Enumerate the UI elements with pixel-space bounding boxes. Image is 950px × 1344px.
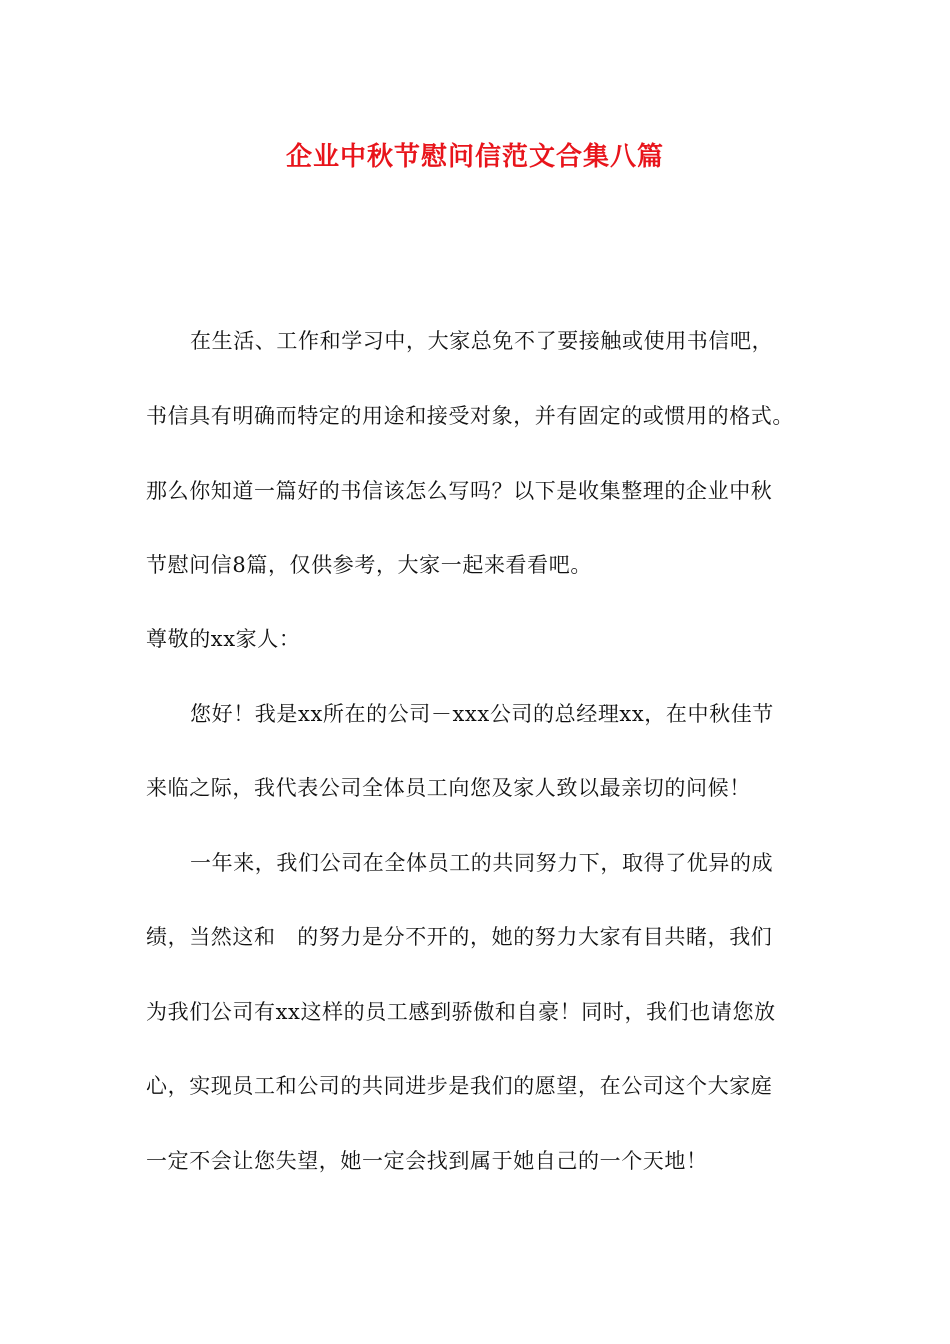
paragraph-line: 节慰问信8篇，仅供参考，大家一起来看看吧。	[146, 553, 592, 577]
paragraph-line: 为我们公司有xx这样的员工感到骄傲和自豪！同时，我们也请您放	[146, 1000, 776, 1024]
document-title: 企业中秋节慰问信范文合集八篇	[285, 142, 664, 172]
paragraph-line: 一年来，我们公司在全体员工的共同努力下，取得了优异的成	[190, 851, 774, 875]
paragraph-line: 一定不会让您失望，她一定会找到属于她自己的一个天地！	[146, 1149, 708, 1173]
paragraph-line: 您好！我是xx所在的公司－xxx公司的总经理xx，在中秋佳节	[190, 702, 774, 726]
salutation-line: 尊敬的xx家人：	[146, 627, 301, 651]
paragraph-line: 那么你知道一篇好的书信该怎么写吗？以下是收集整理的企业中秋	[146, 479, 773, 503]
paragraph-line: 心，实现员工和公司的共同进步是我们的愿望，在公司这个大家庭	[146, 1074, 773, 1098]
paragraph-line: 来临之际，我代表公司全体员工向您及家人致以最亲切的问候！	[146, 776, 751, 800]
paragraph-line: 绩，当然这和 的努力是分不开的，她的努力大家有目共睹，我们	[146, 925, 773, 949]
paragraph-line: 在生活、工作和学习中，大家总免不了要接触或使用书信吧，	[190, 329, 774, 353]
paragraph-line: 书信具有明确而特定的用途和接受对象，并有固定的或惯用的格式。	[146, 404, 794, 428]
